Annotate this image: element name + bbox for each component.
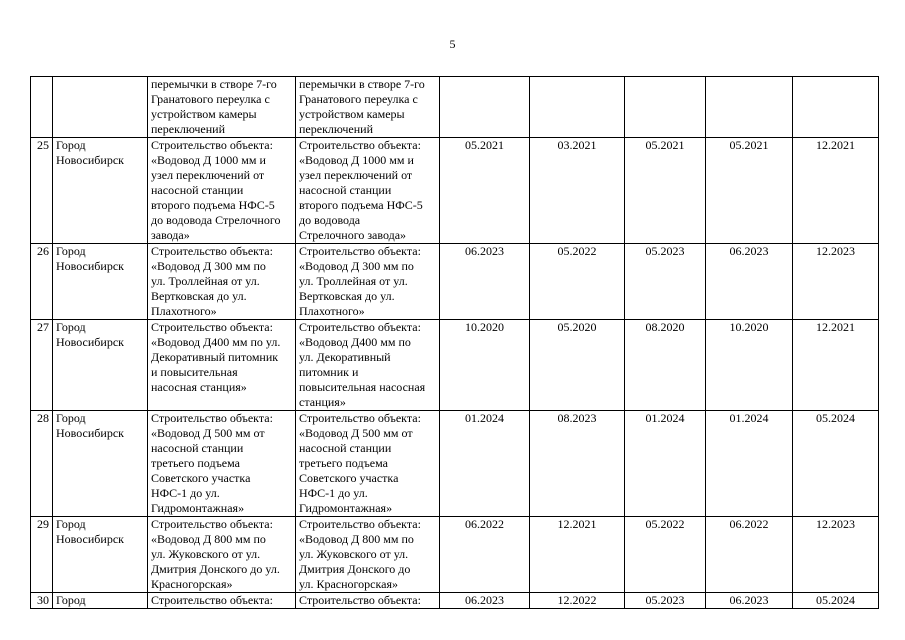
date-cell-5: [793, 411, 879, 517]
cell-text: Строительство объекта: «Водовод Д 500 мм от насосной станции третьего подъема Советского участка НФС-1 до ул. Гидромонтажная»: [151, 411, 273, 515]
cell-text: 05.2022: [557, 244, 597, 258]
object-cell: [148, 138, 296, 244]
cell-text: 29: [37, 517, 49, 531]
cell-text: 05.2021: [465, 138, 504, 152]
date-cell-1: [440, 138, 530, 244]
page-number: 5: [449, 37, 456, 51]
date-cell-4: [706, 411, 793, 517]
cell-text: Строительство объекта: «Водовод Д 500 мм от насосной станции третьего подъема Советского участка НФС-1 до ул. Гидромонтажная»: [299, 411, 421, 515]
object-cell-revised: [296, 517, 440, 593]
cell-text: 05.2021: [645, 138, 685, 152]
cell-text: Город Новосибирск: [56, 244, 124, 273]
row-number: [31, 138, 53, 244]
cell-text: Строительство объекта: «Водовод Д400 мм по ул. Декоративный питомник и повысительная насосная станция»: [299, 320, 426, 409]
date-cell-5: [793, 77, 879, 138]
cell-text: 12.2021: [557, 517, 597, 531]
cell-text: 05.2022: [645, 517, 685, 531]
cell-text: 06.2023: [465, 593, 504, 607]
cell-text: перемычки в створе 7-го Гранатового переулка с устройством камеры переключений: [151, 77, 277, 136]
cell-text: 12.2023: [816, 244, 855, 258]
cell-text: Город: [56, 593, 86, 607]
date-cell-4: [706, 138, 793, 244]
object-cell: [148, 411, 296, 517]
date-cell-1: [440, 77, 530, 138]
cell-text: Строительство объекта: «Водовод Д 300 мм по ул. Троллейная от ул. Вертковская до ул. Плахотного»: [299, 244, 421, 318]
date-cell-3: [625, 593, 706, 609]
row-number: [31, 320, 53, 411]
date-cell-2: [530, 244, 625, 320]
date-cell-2: [530, 138, 625, 244]
cell-text: 05.2020: [557, 320, 597, 334]
cell-text: Строительство объекта: «Водовод Д 800 мм по ул. Жуковского от ул. Дмитрия Донского до ул. Красногорская»: [151, 517, 280, 591]
cell-text: 05.2024: [816, 411, 855, 425]
row-number: [31, 593, 53, 609]
object-cell-revised: [296, 244, 440, 320]
cell-text: 12.2021: [816, 138, 855, 152]
date-cell-5: [793, 138, 879, 244]
cell-text: 06.2023: [465, 244, 504, 258]
cell-text: Строительство объекта:: [299, 593, 421, 607]
territory-cell: [53, 77, 148, 138]
date-cell-3: [625, 320, 706, 411]
object-cell-revised: [296, 77, 440, 138]
cell-text: Строительство объекта: «Водовод Д 800 мм по ул. Жуковского от ул. Дмитрия Донского до ул. Красногорская»: [299, 517, 421, 591]
date-cell-4: [706, 244, 793, 320]
cell-text: 12.2021: [816, 320, 855, 334]
object-cell: [148, 517, 296, 593]
date-cell-4: [706, 593, 793, 609]
cell-text: 10.2020: [465, 320, 504, 334]
date-cell-2: [530, 411, 625, 517]
cell-text: 28: [37, 411, 49, 425]
cell-text: Строительство объекта: «Водовод Д400 мм по ул. Декоративный питомник и повысительная насосная станция»: [151, 320, 281, 394]
cell-text: 08.2020: [645, 320, 685, 334]
cell-text: 08.2023: [557, 411, 597, 425]
cell-text: 26: [37, 244, 49, 258]
cell-text: 05.2021: [729, 138, 769, 152]
object-cell: [148, 77, 296, 138]
date-cell-3: [625, 411, 706, 517]
date-cell-5: [793, 593, 879, 609]
table-body: [31, 77, 879, 609]
row-number: [31, 77, 53, 138]
object-cell-revised: [296, 138, 440, 244]
cell-text: Город Новосибирск: [56, 138, 124, 167]
cell-text: 01.2024: [729, 411, 769, 425]
cell-text: 10.2020: [729, 320, 769, 334]
date-cell-1: [440, 244, 530, 320]
date-cell-2: [530, 593, 625, 609]
cell-text: 05.2023: [645, 593, 685, 607]
date-cell-3: [625, 517, 706, 593]
schedule-table: [30, 76, 879, 609]
date-cell-4: [706, 320, 793, 411]
cell-text: Город Новосибирск: [56, 517, 124, 546]
date-cell-3: [625, 77, 706, 138]
territory-cell: [53, 138, 148, 244]
row-number: [31, 517, 53, 593]
date-cell-1: [440, 593, 530, 609]
object-cell-revised: [296, 593, 440, 609]
cell-text: Строительство объекта: «Водовод Д 300 мм по ул. Троллейная от ул. Вертковская до ул. Плахотного»: [151, 244, 273, 318]
cell-text: 06.2022: [729, 517, 769, 531]
table-row: [31, 517, 879, 593]
row-number: [31, 411, 53, 517]
territory-cell: [53, 320, 148, 411]
date-cell-1: [440, 517, 530, 593]
cell-text: Строительство объекта: «Водовод Д 1000 мм и узел переключений от насосной станции второго подъема НФС-5 до водовода Стрелочного завода»: [151, 138, 281, 242]
cell-text: Город Новосибирск: [56, 320, 124, 349]
table-row: [31, 77, 879, 138]
cell-text: 06.2022: [465, 517, 504, 531]
date-cell-2: [530, 517, 625, 593]
cell-text: 01.2024: [465, 411, 504, 425]
territory-cell: [53, 411, 148, 517]
object-cell-revised: [296, 320, 440, 411]
cell-text: 01.2024: [645, 411, 685, 425]
date-cell-2: [530, 320, 625, 411]
date-cell-3: [625, 138, 706, 244]
cell-text: 27: [37, 320, 49, 334]
date-cell-5: [793, 244, 879, 320]
cell-text: Город Новосибирск: [56, 411, 124, 440]
cell-text: 06.2023: [729, 244, 769, 258]
date-cell-1: [440, 411, 530, 517]
territory-cell: [53, 593, 148, 609]
row-number: [31, 244, 53, 320]
date-cell-1: [440, 320, 530, 411]
date-cell-4: [706, 77, 793, 138]
table-row: [31, 244, 879, 320]
cell-text: 12.2023: [816, 517, 855, 531]
object-cell: [148, 244, 296, 320]
cell-text: 05.2024: [816, 593, 855, 607]
date-cell-2: [530, 77, 625, 138]
table-row: [31, 320, 879, 411]
cell-text: 03.2021: [557, 138, 597, 152]
cell-text: 30: [37, 593, 49, 607]
table-row: [31, 593, 879, 609]
cell-text: 05.2023: [645, 244, 685, 258]
territory-cell: [53, 244, 148, 320]
date-cell-3: [625, 244, 706, 320]
cell-text: Строительство объекта:: [151, 593, 273, 607]
date-cell-4: [706, 517, 793, 593]
cell-text: перемычки в створе 7-го Гранатового переулка с устройством камеры переключений: [299, 77, 425, 136]
table-row: [31, 411, 879, 517]
object-cell: [148, 320, 296, 411]
cell-text: 06.2023: [729, 593, 769, 607]
object-cell-revised: [296, 411, 440, 517]
object-cell: [148, 593, 296, 609]
cell-text: 12.2022: [557, 593, 597, 607]
date-cell-5: [793, 320, 879, 411]
cell-text: 25: [37, 138, 49, 152]
territory-cell: [53, 517, 148, 593]
cell-text: Строительство объекта: «Водовод Д 1000 мм и узел переключений от насосной станции второго подъема НФС-5 до водовода Стрелочного завода»: [299, 138, 423, 242]
date-cell-5: [793, 517, 879, 593]
table-row: [31, 138, 879, 244]
